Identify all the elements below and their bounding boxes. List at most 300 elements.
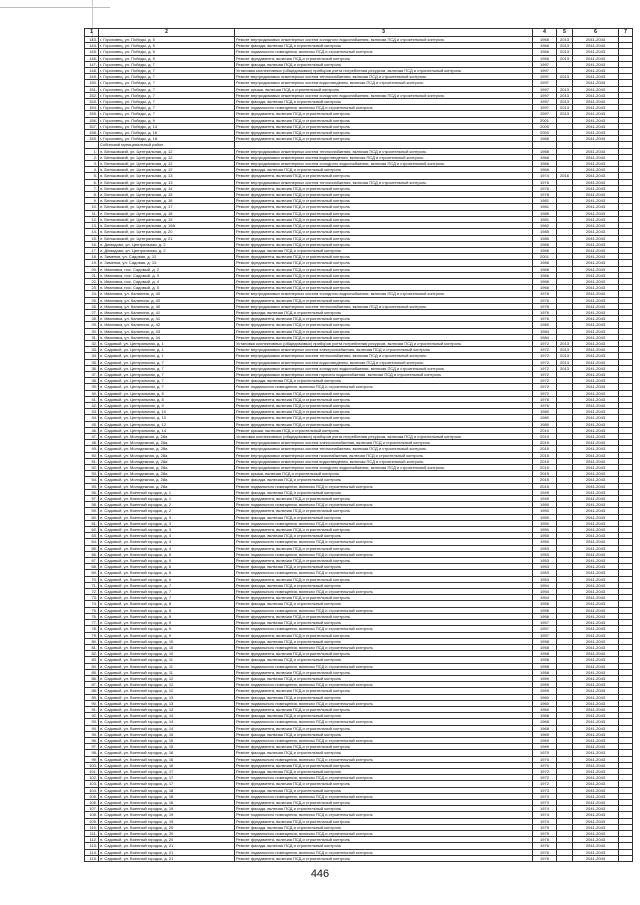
planned-period: 2041-2043 — [573, 471, 619, 477]
address: г. Гороховец, ул. Победы, д. 7 — [99, 111, 235, 117]
planned-period: 2041-2043 — [573, 781, 619, 787]
build-year: 1997 — [533, 74, 557, 80]
planned-period: 2041-2043 — [573, 278, 619, 284]
planned-period: 2041-2043 — [573, 61, 619, 67]
address: п. Садовый, ул. Военный городок, д. 14 — [99, 725, 235, 731]
build-year: 1960 — [533, 694, 557, 700]
table-body — [85, 29, 633, 862]
build-year: 2010 — [533, 427, 557, 433]
planned-period: 2041-2043 — [573, 229, 619, 235]
last-repair-year: 2013 — [557, 43, 573, 49]
row-number: 110. — [85, 824, 99, 830]
planned-period: 2041-2043 — [573, 837, 619, 843]
build-year: 1997 — [533, 105, 557, 111]
address: п. Садовый, ул. Военный городок, д. 10 — [99, 638, 235, 644]
work-description: Ремонт фундамента, включая ПСД и строительный контроль — [235, 260, 533, 266]
row-number: 10. — [85, 204, 99, 210]
table-row — [85, 855, 633, 861]
address: п. Садовый, ул. Молодежная, д. 28а — [99, 440, 235, 446]
row-number: 9. — [85, 198, 99, 204]
build-year: 1976 — [533, 316, 557, 322]
row-number: 54. — [85, 477, 99, 483]
row-number: 7. — [85, 185, 99, 191]
work-description: Ремонт фундамента, включая ПСД и строительный контроль — [235, 669, 533, 675]
row-number: 3. — [85, 161, 99, 167]
row-number: 100. — [85, 762, 99, 768]
work-description: Ремонт фасада, включая ПСД и строительный контроль — [235, 768, 533, 774]
work-description: Ремонт фундамента, включая ПСД и строительный контроль — [235, 210, 533, 216]
build-year: 1976 — [533, 402, 557, 408]
work-description: Ремонт внутридомовых инженерных систем теплоснабжения, включая ПСД и строительный контроль — [235, 74, 533, 80]
build-year: 1973 — [533, 793, 557, 799]
planned-period: 2041-2043 — [573, 434, 619, 440]
work-description: Ремонт внутридомовых инженерных систем холодного водоснабжения, включая ПСД и строительный контроль — [235, 291, 533, 297]
planned-period: 2041-2043 — [573, 706, 619, 712]
build-year: 1969 — [533, 737, 557, 743]
build-year: 1974 — [533, 173, 557, 179]
planned-period: 2041-2043 — [573, 210, 619, 216]
address: п. Садовый, ул. Центральная, д. 8 — [99, 396, 235, 402]
work-description: Ремонт внутридомовых инженерных систем водоотведения, включая ПСД и строительный контроль — [235, 154, 533, 160]
address: п. Садовый, ул. Военный городок, д. 13 — [99, 694, 235, 700]
build-year: 1966 — [533, 241, 557, 247]
address: п. Бельковский, ул. Центральная, д. 15 — [99, 192, 235, 198]
address: п. Садовый, ул. Центральная, д. 1 — [99, 353, 235, 359]
row-number: 23. — [85, 285, 99, 291]
planned-period: 2041-2043 — [573, 855, 619, 861]
planned-period: 2041-2043 — [573, 483, 619, 489]
work-description: Ремонт подвального помещения, включая ПСД и строительный контроль — [235, 700, 533, 706]
planned-period: 2041-2043 — [573, 309, 619, 315]
build-year: 1970 — [533, 756, 557, 762]
build-year: 2015 — [533, 471, 557, 477]
work-description: Ремонт фундамента, включая ПСД и строительный контроль — [235, 272, 533, 278]
planned-period: 2041-2043 — [573, 86, 619, 92]
build-year: 1960 — [533, 706, 557, 712]
planned-period: 2041-2043 — [573, 694, 619, 700]
row-number: 149. — [85, 74, 99, 80]
row-number: 51. — [85, 458, 99, 464]
address: п. Садовый, ул. Военный городок, д. 3 — [99, 520, 235, 526]
address: п. Садовый, ул. Военный городок, д. 1 — [99, 496, 235, 502]
row-number: 21. — [85, 272, 99, 278]
planned-period: 2041-2043 — [573, 570, 619, 576]
build-year: 1958 — [533, 669, 557, 675]
row-number: 63. — [85, 533, 99, 539]
build-year: 1976 — [533, 179, 557, 185]
build-year: 1950 — [533, 527, 557, 533]
planned-period: 2041-2043 — [573, 198, 619, 204]
header-cell: 1 — [85, 29, 99, 37]
row-number: 92. — [85, 713, 99, 719]
planned-period: 2041-2043 — [573, 216, 619, 222]
address: п. Ивановка, ул. Калинина, д. 43 — [99, 328, 235, 334]
work-description: Ремонт фундамента, включая ПСД и строительный контроль — [235, 527, 533, 533]
build-year: 1980 — [533, 421, 557, 427]
address: п. Бельковский, ул. Центральная, д. 12 — [99, 154, 235, 160]
row-number: 18. — [85, 254, 99, 260]
work-description: Ремонт фасада, включая ПСД и строительный контроль — [235, 675, 533, 681]
planned-period: 2041-2043 — [573, 657, 619, 663]
address: п. Ивановка, ул. Калинина, д. 40 — [99, 297, 235, 303]
build-year: 1966 — [533, 136, 557, 142]
address: г. Гороховец, ул. Победы, д. 7 — [99, 86, 235, 92]
row-number: 40. — [85, 390, 99, 396]
build-year: 2015 — [533, 440, 557, 446]
last-repair-year: 2013 — [557, 74, 573, 80]
planned-period: 2041-2043 — [573, 223, 619, 229]
address: п. Садовый, ул. Военный городок, д. 11 — [99, 669, 235, 675]
build-year: 2015 — [533, 477, 557, 483]
work-description: Ремонт подвального помещения, включая ПСД и строительный контроль — [235, 831, 533, 837]
last-repair-year: 2013 — [557, 111, 573, 117]
address: п. Садовый, ул. Военный городок, д. 6 — [99, 576, 235, 582]
build-year: 1984 — [533, 328, 557, 334]
build-year: 1957 — [533, 620, 557, 626]
address: п. Садовый, ул. Военный городок, д. 21 — [99, 855, 235, 861]
build-year: 1976 — [533, 309, 557, 315]
row-number: 99. — [85, 756, 99, 762]
row-number: 8. — [85, 192, 99, 198]
work-description: Ремонт подвального помещения, включая ПСД и строительный контроль — [235, 607, 533, 613]
work-description: Ремонт фасада, включая ПСД и строительный контроль — [235, 638, 533, 644]
planned-period: 2041-2043 — [573, 316, 619, 322]
row-number: 101. — [85, 768, 99, 774]
work-description: Ремонт фасада, включая ПСД и строительный контроль — [235, 477, 533, 483]
address: г. Гороховец, ул. Победы, д. 5 — [99, 43, 235, 49]
row-number: 4. — [85, 167, 99, 173]
build-year: 1953 — [533, 576, 557, 582]
work-description: Ремонт фундамента, включая ПСД и строительный контроль — [235, 837, 533, 843]
build-year: 1972 — [533, 353, 557, 359]
planned-period: 2041-2043 — [573, 607, 619, 613]
table-header-row — [85, 29, 633, 37]
row-number: 85. — [85, 669, 99, 675]
work-description: Ремонт фундамента, включая ПСД и строительный контроль — [235, 781, 533, 787]
address: п. Садовый, ул. Военный городок, д. 17 — [99, 775, 235, 781]
work-description: Ремонт фасада, включая ПСД и строительный контроль — [235, 489, 533, 495]
planned-period: 2041-2043 — [573, 626, 619, 632]
work-description: Ремонт фундамента, включая ПСД и строительный контроль — [235, 651, 533, 657]
work-description: Ремонт крыши, включая ПСД и строительный контроль — [235, 471, 533, 477]
address: п. Садовый, ул. Молодежная, д. 28а — [99, 458, 235, 464]
work-description: Ремонт подвального помещения, включая ПСД и строительный контроль — [235, 663, 533, 669]
planned-period: 2041-2043 — [573, 582, 619, 588]
work-description: Ремонт фасада, включая ПСД и строительный контроль — [235, 713, 533, 719]
build-year: 1953 — [533, 551, 557, 557]
planned-period: 2041-2043 — [573, 465, 619, 471]
build-year: 1966 — [533, 260, 557, 266]
work-description: Ремонт подвального помещения, включая ПСД и строительный контроль — [235, 502, 533, 508]
planned-period: 2041-2043 — [573, 303, 619, 309]
address: п. Садовый, ул. Молодежная, д. 28а — [99, 434, 235, 440]
build-year: 1958 — [533, 651, 557, 657]
work-description: Ремонт внутридомовых инженерных систем холодного водоснабжения, включая ПСД и строительный контроль — [235, 365, 533, 371]
build-year: 1997 — [533, 80, 557, 86]
work-description: Ремонт внутридомовых инженерных систем теплоснабжения, включая ПСД и строительный контроль — [235, 179, 533, 185]
work-description: Ремонт фасада, включая ПСД и строительный контроль — [235, 564, 533, 570]
row-number: 144. — [85, 43, 99, 49]
planned-period: 2041-2043 — [573, 340, 619, 346]
row-number: 66. — [85, 551, 99, 557]
planned-period: 2041-2043 — [573, 254, 619, 260]
address: г. Гороховец, ул. Победы, д. 5 — [99, 37, 235, 43]
last-repair-year: 2013 — [557, 86, 573, 92]
address: п. Садовый, ул. Военный городок, д. 19 — [99, 818, 235, 824]
work-description: Ремонт фундамента, включая ПСД и строительный контроль — [235, 254, 533, 260]
address: п. Бельковский, ул. Центральная, д. 14 — [99, 185, 235, 191]
planned-period: 2041-2043 — [573, 762, 619, 768]
planned-period: 2041-2043 — [573, 812, 619, 818]
row-number: 146. — [85, 55, 99, 61]
row-number: 74. — [85, 601, 99, 607]
planned-period: 2041-2043 — [573, 334, 619, 340]
planned-period: 2041-2043 — [573, 130, 619, 136]
planned-period: 2041-2043 — [573, 136, 619, 142]
planned-period: 2041-2043 — [573, 533, 619, 539]
planned-period: 2041-2043 — [573, 713, 619, 719]
planned-period: 2041-2043 — [573, 421, 619, 427]
header-cell: 4 — [533, 29, 557, 37]
address: п. Садовый, ул. Военный городок, д. 6 — [99, 570, 235, 576]
address: п. Садовый, ул. Военный городок, д. 9 — [99, 626, 235, 632]
address: г. Гороховец, ул. Победы, д. 7 — [99, 80, 235, 86]
work-description: Ремонт фундамента, включая ПСД и строительный контроль — [235, 229, 533, 235]
address: п. Садовый, ул. Военный городок, д. 13 — [99, 706, 235, 712]
planned-period: 2041-2043 — [573, 595, 619, 601]
row-number: 153. — [85, 99, 99, 105]
planned-period: 2041-2043 — [573, 148, 619, 154]
work-description: Ремонт фундамента, включая ПСД и строительный контроль — [235, 266, 533, 272]
planned-period: 2041-2043 — [573, 49, 619, 55]
work-description: Ремонт фундамента, включая ПСД и строительный контроль — [235, 855, 533, 861]
planned-period: 2041-2043 — [573, 787, 619, 793]
work-description: Ремонт внутридомовых инженерных систем электроснабжения, включая ПСД и строительный контроль — [235, 440, 533, 446]
work-description: Ремонт внутридомовых инженерных систем теплоснабжения, включая ПСД и строительный контроль — [235, 148, 533, 154]
build-year: 2000 — [533, 123, 557, 129]
planned-period: 2041-2043 — [573, 297, 619, 303]
planned-period: 2041-2043 — [573, 551, 619, 557]
build-year: 1972 — [533, 347, 557, 353]
row-number: 106. — [85, 799, 99, 805]
build-year: 1966 — [533, 266, 557, 272]
planned-period: 2041-2043 — [573, 74, 619, 80]
build-year: 1966 — [533, 148, 557, 154]
work-description: Ремонт фундамента, включая ПСД и строительный контроль — [235, 173, 533, 179]
work-description: Ремонт фундамента, включая ПСД и строительный контроль — [235, 402, 533, 408]
row-number: 52. — [85, 465, 99, 471]
planned-period: 2041-2043 — [573, 682, 619, 688]
planned-period: 2041-2043 — [573, 204, 619, 210]
row-number: 152. — [85, 92, 99, 98]
address: п. Садовый, ул. Военный городок, д. 9 — [99, 632, 235, 638]
planned-period: 2041-2043 — [573, 700, 619, 706]
work-description: Ремонт фундамента, включая ПСД и строительный контроль — [235, 496, 533, 502]
build-year: 1973 — [533, 787, 557, 793]
build-year: 1966 — [533, 43, 557, 49]
address: п. Садовый, ул. Военный городок, д. 15 — [99, 737, 235, 743]
address: п. Садовый, ул. Центральная, д. 10 — [99, 415, 235, 421]
last-repair-year: 2013 — [557, 359, 573, 365]
address: п. Бельковский, ул. Центральная, д. 16 — [99, 198, 235, 204]
work-description: Ремонт фасада, включая ПСД и строительный контроль — [235, 582, 533, 588]
work-description: Ремонт внутридомовых инженерных систем газоснабжения, включая ПСД и строительный контроль — [235, 452, 533, 458]
work-description: Ремонт подвального помещения, включая ПСД и строительный контроль — [235, 812, 533, 818]
build-year: 2000 — [533, 130, 557, 136]
work-description: Ремонт фундамента, включая ПСД и строительный контроль — [235, 278, 533, 284]
row-number: 56. — [85, 489, 99, 495]
planned-period: 2041-2043 — [573, 632, 619, 638]
work-description: Ремонт фасада, включая ПСД и строительный контроль — [235, 601, 533, 607]
address: п. Садовый, ул. Центральная, д. 12 — [99, 421, 235, 427]
work-description: Ремонт фундамента, включая ПСД и строительный контроль — [235, 223, 533, 229]
planned-period: 2041-2043 — [573, 818, 619, 824]
row-number: 45. — [85, 421, 99, 427]
planned-period: 2041-2043 — [573, 843, 619, 849]
address: п. Бельковский, ул. Центральная, д. 13 — [99, 173, 235, 179]
row-number: 25. — [85, 297, 99, 303]
planned-period: 2041-2043 — [573, 353, 619, 359]
build-year: 1997 — [533, 68, 557, 74]
planned-period: 2041-2043 — [573, 663, 619, 669]
work-description: Ремонт фасада, включая ПСД и строительный контроль — [235, 620, 533, 626]
row-number: 59. — [85, 508, 99, 514]
planned-period: 2041-2043 — [573, 638, 619, 644]
row-number: 102. — [85, 775, 99, 781]
work-description: Ремонт подвального помещения, включая ПСД и строительный контроль — [235, 775, 533, 781]
work-description: Ремонт фасада, включая ПСД и строительный контроль — [235, 731, 533, 737]
planned-period: 2041-2043 — [573, 806, 619, 812]
row-number: 39. — [85, 384, 99, 390]
work-description: Ремонт фундамента, включая ПСД и строительный контроль — [235, 111, 533, 117]
address: п. Садовый, ул. Военный городок, д. 15 — [99, 731, 235, 737]
planned-period: 2041-2043 — [573, 613, 619, 619]
scan-artifact-line — [0, 7, 110, 8]
build-year: 1968 — [533, 719, 557, 725]
work-description: Ремонт фундамента, включая ПСД и строительный контроль — [235, 613, 533, 619]
work-description: Ремонт фасада, включая ПСД и строительный контроль — [235, 533, 533, 539]
address: п. Садовый, ул. Военный городок, д. 2 — [99, 508, 235, 514]
build-year: 1966 — [533, 285, 557, 291]
planned-period: 2041-2043 — [573, 849, 619, 855]
address: п. Садовый, ул. Военный городок, д. 7 — [99, 582, 235, 588]
planned-period: 2041-2043 — [573, 55, 619, 61]
row-number: 32. — [85, 340, 99, 346]
planned-period: 2041-2043 — [573, 675, 619, 681]
row-number: 69. — [85, 570, 99, 576]
planned-period: 2041-2043 — [573, 154, 619, 160]
row-number: 68. — [85, 564, 99, 570]
address: п. Садовый, ул. Военный городок, д. 17 — [99, 768, 235, 774]
work-description: Ремонт внутридомовых инженерных систем теплоснабжения, включая ПСД и строительный контроль — [235, 303, 533, 309]
planned-period: 2041-2043 — [573, 371, 619, 377]
build-year: 1960 — [533, 700, 557, 706]
build-year: 1954 — [533, 589, 557, 595]
planned-period: 2041-2043 — [573, 322, 619, 328]
row-number: 36. — [85, 365, 99, 371]
row-number: 71. — [85, 582, 99, 588]
row-number: 77. — [85, 620, 99, 626]
address: г. Гороховец, ул. Победы, д. 7 — [99, 61, 235, 67]
row-number: 86. — [85, 675, 99, 681]
planned-period: 2041-2043 — [573, 43, 619, 49]
row-number: 57. — [85, 496, 99, 502]
address: п. Бельковский, ул. Центральная, д. 19А — [99, 223, 235, 229]
row-number: 84. — [85, 663, 99, 669]
planned-period: 2041-2043 — [573, 390, 619, 396]
work-description: Ремонт фундамента, включая ПСД и строительный контроль — [235, 117, 533, 123]
build-year: 1970 — [533, 762, 557, 768]
row-number: 67. — [85, 558, 99, 564]
planned-period: 2041-2043 — [573, 272, 619, 278]
build-year: 1976 — [533, 303, 557, 309]
address: п. Ивановка, ул. Калинина, д. 42 — [99, 322, 235, 328]
work-description: Ремонт фундамента, включая ПСД и строительный контроль — [235, 632, 533, 638]
row-number: 75. — [85, 607, 99, 613]
row-number: 111. — [85, 831, 99, 837]
row-number: 104. — [85, 787, 99, 793]
work-description: Ремонт подвального помещения, включая ПСД и строительный контроль — [235, 384, 533, 390]
build-year: 1966 — [533, 49, 557, 55]
address: п. Ивановка, ул. Калинина, д. 44 — [99, 334, 235, 340]
row-number: 60. — [85, 514, 99, 520]
work-description: Ремонт внутридомовых инженерных систем водоотведения, включая ПСД и строительный контроль — [235, 359, 533, 365]
row-number: 151. — [85, 86, 99, 92]
address: п. Садовый, ул. Военный городок, д. 8 — [99, 601, 235, 607]
work-description: Ремонт фундамента, включая ПСД и строительный контроль — [235, 136, 533, 142]
address: п. Садовый, ул. Военный городок, д. 12 — [99, 675, 235, 681]
work-description: Ремонт подвального помещения, включая ПСД и строительный контроль — [235, 644, 533, 650]
planned-period: 2041-2043 — [573, 68, 619, 74]
planned-period: 2041-2043 — [573, 601, 619, 607]
last-repair-year: 2016 — [557, 173, 573, 179]
work-description: Ремонт фундамента, включая ПСД и строительный контроль — [235, 235, 533, 241]
address: п. Садовый, ул. Военный городок, д. 20 — [99, 837, 235, 843]
address: п. Ивановка, пос. Садовый, д. 2 — [99, 266, 235, 272]
build-year: 1966 — [533, 167, 557, 173]
last-repair-year: 2013 — [557, 55, 573, 61]
address: п. Демидово, ул. Центральная, д. 2 — [99, 241, 235, 247]
planned-period: 2041-2043 — [573, 347, 619, 353]
build-year: 1975 — [533, 824, 557, 830]
address: п. Садовый, ул. Военный городок, д. 21 — [99, 843, 235, 849]
row-number: 37. — [85, 371, 99, 377]
address: п. Садовый, ул. Военный городок, д. 18 — [99, 787, 235, 793]
row-number: 157. — [85, 123, 99, 129]
address: п. Садовый, ул. Военный городок, д. 20 — [99, 831, 235, 837]
address: п. Ивановка, ул. Калинина, д. 41 — [99, 309, 235, 315]
planned-period: 2041-2043 — [573, 502, 619, 508]
planned-period: 2041-2043 — [573, 520, 619, 526]
work-description: Ремонт фундамента, включая ПСД и строительный контроль — [235, 595, 533, 601]
planned-period: 2041-2043 — [573, 750, 619, 756]
planned-period: 2041-2043 — [573, 427, 619, 433]
address: п. Садовый, ул. Военный городок, д. 19 — [99, 812, 235, 818]
build-year: 1954 — [533, 582, 557, 588]
address: п. Садовый, ул. Военный городок, д. 16 — [99, 762, 235, 768]
build-year: 1959 — [533, 675, 557, 681]
address: п. Садовый, ул. Военный городок, д. 8 — [99, 613, 235, 619]
build-year: 1949 — [533, 489, 557, 495]
address: п. Садовый, ул. Военный городок, д. 15 — [99, 744, 235, 750]
work-description: Ремонт подвального помещения, включая ПСД и строительный контроль — [235, 626, 533, 632]
planned-period: 2041-2043 — [573, 409, 619, 415]
row-number: 109. — [85, 818, 99, 824]
build-year: 1953 — [533, 558, 557, 564]
planned-period: 2041-2043 — [573, 731, 619, 737]
work-description: Ремонт фундамента, включая ПСД и строительный контроль — [235, 725, 533, 731]
work-description: Ремонт фасада, включая ПСД и строительный контроль — [235, 514, 533, 520]
